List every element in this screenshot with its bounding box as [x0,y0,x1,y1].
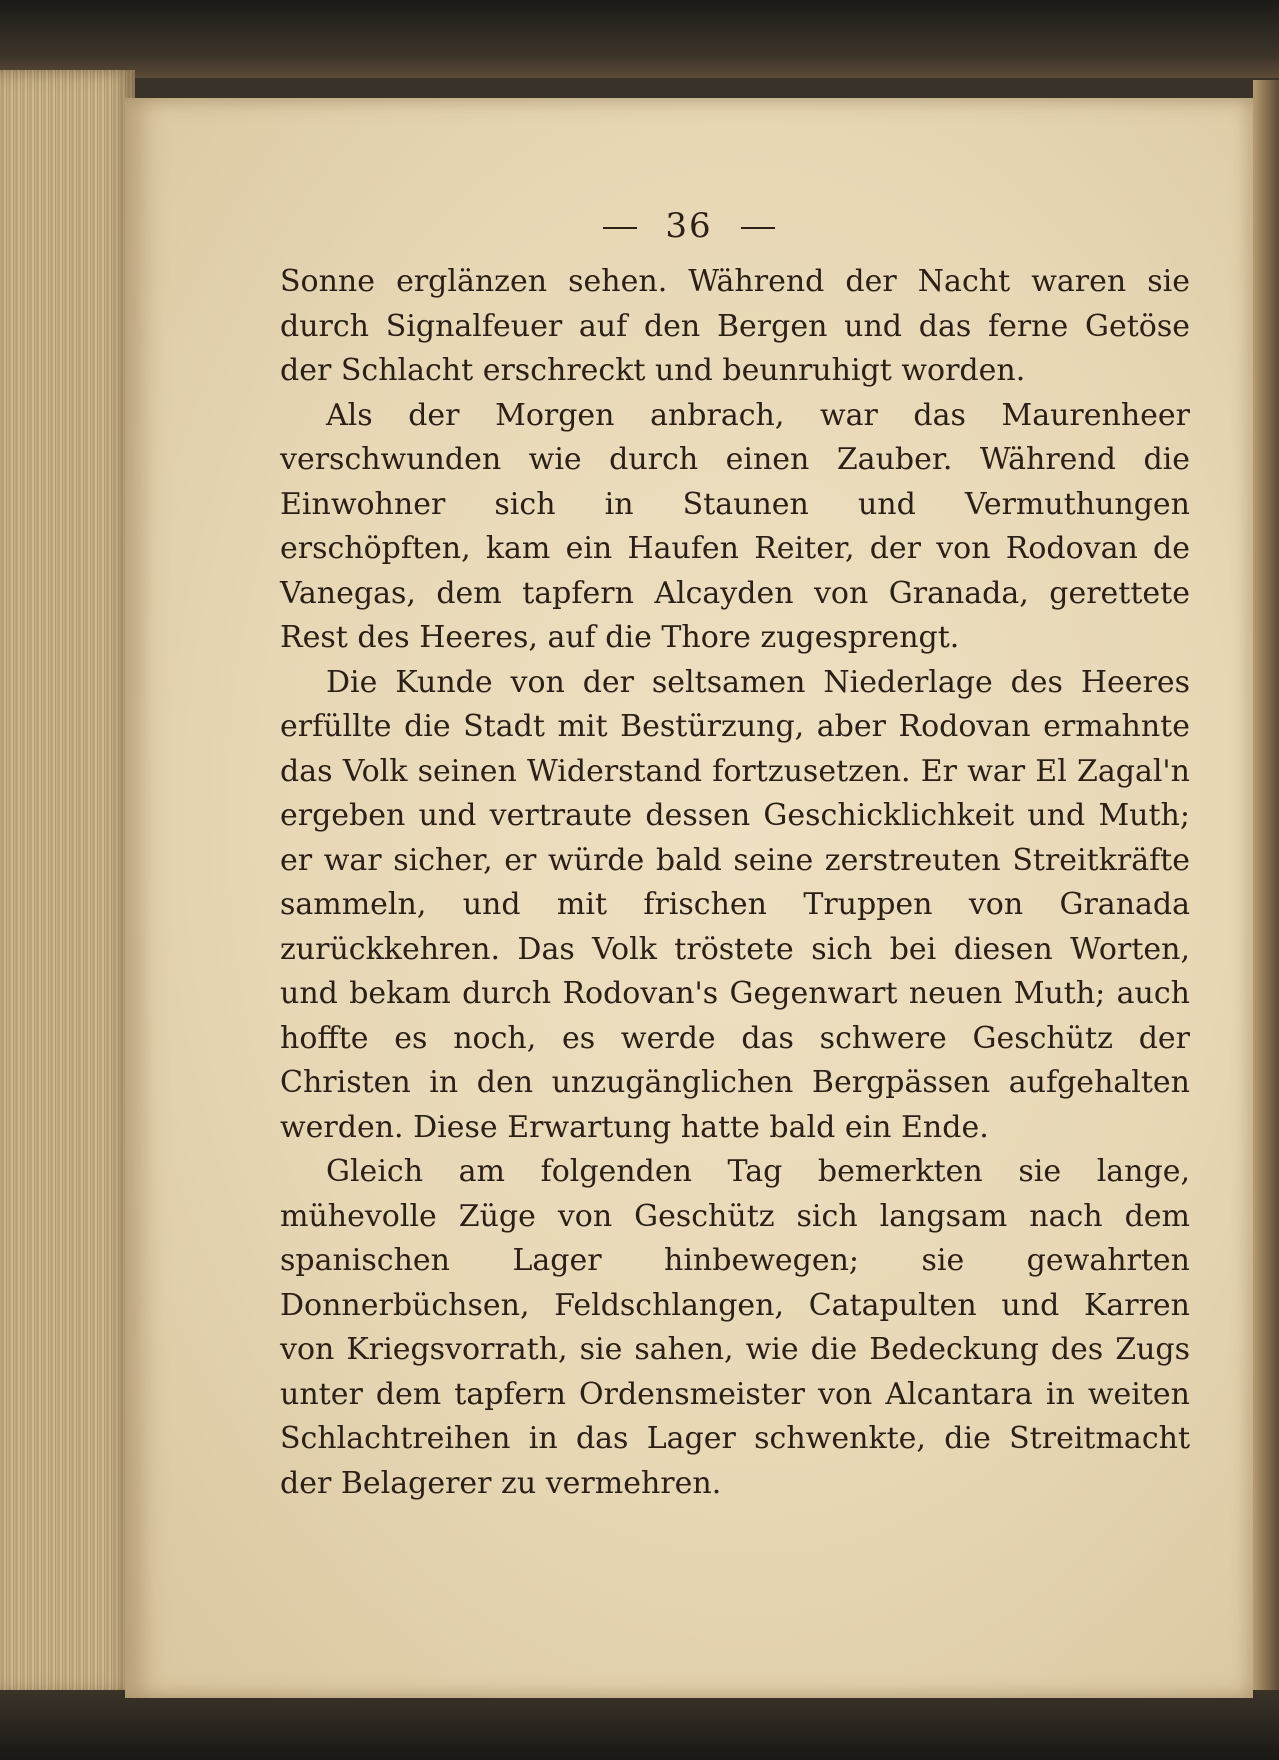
paragraph-1: Sonne erglänzen sehen. Während der Nacht waren sie durch Signalfeuer auf den Bergen und das ferne Getöse der Schlacht erschreckt und beunruhigt worden. [280,264,1190,388]
book-right-edge [1253,80,1279,1700]
book-page [125,98,1253,1698]
page-number: 36 [665,206,713,246]
paragraph-2: Als der Morgen anbrach, war das Maurenheer verschwunden wie durch einen Zauber. Während die Einwohner sich in Staunen und Vermuthungen erschöpften, kam ein Haufen Reiter, der von Rodovan de Vanegas, dem tapfern Alcayden von Granada, gerettete Rest des Heeres, auf die Thore zugesprengt. [280,397,1190,655]
body-text [280,260,1190,1506]
header-dash-right [741,227,775,229]
book-cover-top [0,0,1279,78]
page-edges [0,70,135,1695]
book-cover-bottom [0,1690,1279,1760]
paragraph-3: Die Kunde von der seltsamen Niederlage des Heeres erfüllte die Stadt mit Bestürzung, aber Rodovan ermahnte das Volk seinen Widerstand fortzusetzen. Er war El Zagal'n ergeben und vertraute dessen Geschicklichkeit und Muth; er war sicher, er würde bald seine zerstreuten Streitkräfte sammeln, und mit frischen Truppen von Granada zurückkehren. Das Volk tröstete sich bei diesen Worten, und bekam durch Rodovan's Gegenwart neuen Muth; auch hoffte es noch, es werde das schwere Geschütz der Christen in den unzugänglichen Bergpässen aufgehalten werden. Diese Erwartung hatte bald ein Ende. [280,664,1190,1145]
header-dash-left [603,227,637,229]
paragraph-4: Gleich am folgenden Tag bemerkten sie lange, mühevolle Züge von Geschütz sich langsam nach dem spanischen Lager hinbewegen; sie gewahrten Donnerbüchsen, Feldschlangen, Catapulten und Karren von Kriegsvorrath, sie sahen, wie die Bedeckung des Zugs unter dem tapfern Ordensmeister von Alcantara in weiten Schlachtreihen in das Lager schwenkte, die Streitmacht der Belagerer zu vermehren. [280,1154,1190,1501]
page-header [125,206,1253,246]
